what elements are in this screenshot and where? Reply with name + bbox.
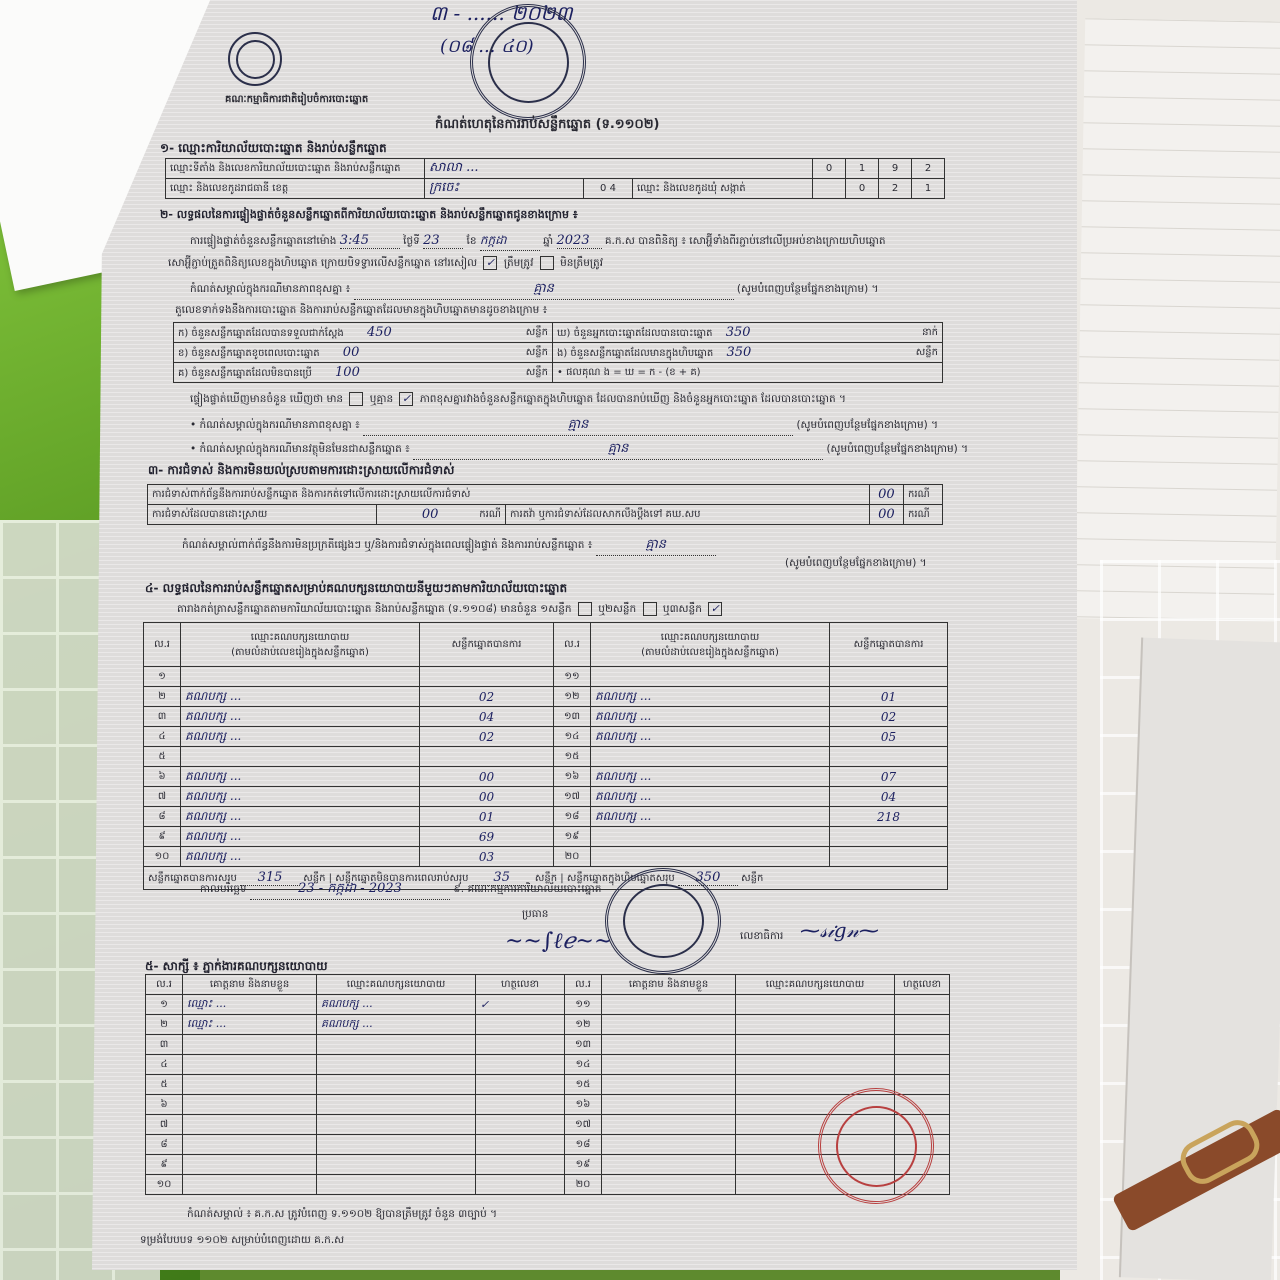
unused-label: គ) ចំនួនសន្លឹកឆ្នោតដែលមិនបានប្រើ bbox=[178, 367, 312, 379]
top-handwriting: ៣ - ​...... ២០២​៣ bbox=[430, 1, 573, 25]
col-party-title: ឈ្មោះគណបក្សនយោបាយ bbox=[660, 631, 760, 643]
province-value: ក្រចេះ bbox=[425, 179, 584, 199]
party-name bbox=[591, 667, 830, 687]
party-votes: 04 bbox=[830, 787, 948, 807]
party-votes: 218 bbox=[830, 807, 948, 827]
unit: សន្លឹក bbox=[525, 346, 548, 358]
time-tail: គ.ក.ស បានពិនិត្យ ៖ សោអ្ហ៊ីទាំងពីរភ្ជាប់នៅលើប្រអប់ខាងក្រោយហិបឆ្នោត bbox=[604, 235, 886, 247]
time-label: ការផ្ទៀងផ្ទាត់ចំនួនសន្លឹកឆ្នោតនៅម៉ោង bbox=[190, 235, 337, 247]
party-name: គណបក្ស ... bbox=[591, 807, 830, 827]
secretary-label: លេខាធិការ bbox=[740, 930, 784, 942]
party-no: ១៨ bbox=[554, 807, 591, 827]
year-value: 2023 bbox=[557, 233, 602, 249]
witness-no: ៨ bbox=[146, 1135, 183, 1155]
witness-no: ១៨ bbox=[565, 1135, 602, 1155]
witness-no: ១៣ bbox=[565, 1035, 602, 1055]
party-name: គណបក្ស ... bbox=[591, 787, 830, 807]
right-lined-paper bbox=[1075, 18, 1280, 621]
s3-note-label: កំណត់សម្គាល់ពាក់ព័ន្ធនឹងការមិនប្រក្រតីផ្សេងៗ ឬ/និងការជំទាស់ក្នុងពេលផ្ទៀងផ្ទាត់ និងការរាប់សន្លឹកឆ្នោត ៖ bbox=[182, 539, 593, 551]
table-row bbox=[144, 747, 948, 767]
witness-no: ១៧ bbox=[565, 1115, 602, 1135]
party-name: គណបក្ស ... bbox=[591, 707, 830, 727]
party-no: ១៦ bbox=[554, 767, 591, 787]
witness-party bbox=[317, 1115, 476, 1135]
note1-line bbox=[190, 416, 938, 436]
witness-no: ៩ bbox=[146, 1155, 183, 1175]
s4-subtitle-line bbox=[177, 602, 725, 618]
compare-tail: ភាពខុសគ្នារវាងចំនួនសន្លឹកឆ្នោតក្នុងហិបឆ្នោត ដែលបានរាប់ឃើញ និងចំនួនអ្នកបោះឆ្នោត ដែលបានបោះឆ្នោត ។ bbox=[419, 393, 846, 405]
figure-row-right bbox=[553, 343, 943, 363]
witness-name bbox=[183, 1055, 317, 1075]
party-no: ៥ bbox=[144, 747, 181, 767]
party-votes: 03 bbox=[420, 847, 554, 867]
section4-title: ៤- លទ្ធផលនៃការរាប់សន្លឹកឆ្នោតសម្រាប់គណបក្សនយោបាយនីមួយៗតាមការិយាល័យបោះឆ្នោត bbox=[145, 581, 568, 595]
witness-signature bbox=[476, 1135, 565, 1155]
code-cell bbox=[813, 179, 846, 199]
unit: សន្លឹក bbox=[525, 366, 548, 378]
witness-party bbox=[317, 1175, 476, 1195]
party-name: គណបក្ស ... bbox=[591, 687, 830, 707]
table-row bbox=[144, 807, 948, 827]
witness-signature: ✓ bbox=[476, 995, 565, 1015]
resolved-number: 00 bbox=[421, 507, 439, 522]
location-value: សាលា ... bbox=[425, 159, 813, 179]
voters-label: ឃ) ចំនួនអ្នកបោះឆ្នោតដែលបានបោះឆ្នោត bbox=[557, 327, 713, 339]
w-col-sign: ហត្ថលេខា bbox=[476, 975, 565, 995]
col-party-sub: (តាមលំដាប់លេខរៀងក្នុងសន្លឹកឆ្នោត) bbox=[231, 646, 369, 658]
witness-name bbox=[183, 1175, 317, 1195]
unused-value: 100 bbox=[335, 364, 360, 380]
col-votes-header: សន្លឹកឆ្នោតបានការ bbox=[420, 623, 554, 667]
unit: សន្លឹក bbox=[534, 873, 558, 884]
table-row bbox=[146, 1035, 950, 1055]
witness-no: ២០ bbox=[565, 1175, 602, 1195]
code-cell: 2 bbox=[912, 159, 945, 179]
table-row bbox=[146, 995, 950, 1015]
formula-cell: • ផលគុណ ង = ឃ = ក - (ខ + គ) bbox=[553, 363, 943, 383]
witness-no: ១២ bbox=[565, 1015, 602, 1035]
party-no: ១៧ bbox=[554, 787, 591, 807]
party-no: ១៣ bbox=[554, 707, 591, 727]
party-no: ១ bbox=[144, 667, 181, 687]
s3-note-tail: (សូមបំពេញបន្ថែមផ្នែកខាងក្រោម) ។ bbox=[785, 557, 927, 569]
party-no: ៧ bbox=[144, 787, 181, 807]
received-label: ក) ចំនួនសន្លឹកឆ្នោតដែលបានទទួលជាក់ស្តែង bbox=[178, 327, 344, 339]
code-cell: 0 bbox=[813, 159, 846, 179]
spoiled-value: 00 bbox=[342, 344, 360, 360]
section1-title: ១- ឈ្មោះការិយាល័យបោះឆ្នោត និងរាប់សន្លឹកឆ្នោត bbox=[160, 141, 387, 155]
party-votes: 02 bbox=[420, 687, 554, 707]
province-label: ឈ្មោះ និងលេខកូដរាជធានី ខេត្ត bbox=[166, 179, 425, 199]
party-votes bbox=[830, 847, 948, 867]
witness-signature bbox=[476, 1155, 565, 1175]
col-no-header: ល.រ bbox=[554, 623, 591, 667]
voters-value: 350 bbox=[725, 324, 751, 340]
form-footer: ទម្រង់បែបបទ ១១០២ សម្រាប់បំពេញដោយ គ.ក.ស bbox=[140, 1234, 345, 1246]
in-box-value: 350 bbox=[726, 344, 752, 360]
note1-value: គ្មាន bbox=[363, 416, 793, 436]
sheet2-checkbox[interactable] bbox=[643, 602, 657, 616]
witness-party bbox=[317, 1055, 476, 1075]
day-label: ថ្ងៃទី bbox=[403, 235, 420, 247]
incident-tail: (សូមបំពេញបន្ថែមផ្នែកខាងក្រោម) ។ bbox=[736, 283, 879, 295]
sheet3-checkbox[interactable]: ✓ bbox=[708, 602, 722, 616]
compare-line bbox=[190, 392, 846, 408]
footnote: កំណត់សម្គាល់ ៖ គ.ក.ស ត្រូវបំពេញ ទ.១១០២ ឱ្យបានត្រឹមត្រូវ ចំនួន ៣ច្បាប់ ។ bbox=[187, 1208, 498, 1220]
party-votes bbox=[830, 747, 948, 767]
w-col-name: គោត្តនាម និងនាមខ្លួន bbox=[183, 975, 317, 995]
witness-signature bbox=[895, 1055, 950, 1075]
figure-row-right bbox=[553, 323, 943, 343]
box-total-value: 350 bbox=[678, 870, 738, 886]
witness-signature bbox=[476, 1035, 565, 1055]
party-name: គណបក្ស ... bbox=[181, 687, 420, 707]
witness-name bbox=[602, 1015, 736, 1035]
witness-name: ឈ្មោះ ... bbox=[183, 1015, 317, 1035]
compare-label: ផ្ទៀងផ្ទាត់ឃើញមានចំនួន ឃើញថា មាន bbox=[190, 393, 344, 405]
party-no: ១៤ bbox=[554, 727, 591, 747]
table-row bbox=[144, 707, 948, 727]
note2-tail: (សូមបំពេញបន្ថែមផ្នែកខាងក្រោម) ។ bbox=[826, 443, 968, 455]
unit: សន្លឹក bbox=[303, 873, 326, 884]
witness-name bbox=[602, 1035, 736, 1055]
col-party-header bbox=[591, 623, 830, 667]
invalid-label: សន្លឹកឆ្នោតមិនបានការពេលរាប់សរុប bbox=[335, 873, 469, 884]
witness-signature bbox=[476, 1175, 565, 1195]
witness-name bbox=[183, 1135, 317, 1155]
form-title: កំណត់ហេតុនៃការរាប់សន្លឹកឆ្នោត (ទ.១១០២) bbox=[435, 117, 660, 132]
party-votes: 69 bbox=[420, 827, 554, 847]
date-label: កាលបរិច្ឆេទ bbox=[200, 883, 247, 895]
committee-name: គណៈកម្មាធិការជាតិរៀបចំការបោះឆ្នោត bbox=[225, 94, 369, 105]
witness-party bbox=[736, 995, 895, 1015]
party-name: គណបក្ស ... bbox=[181, 767, 420, 787]
objection-value: 00 bbox=[869, 485, 903, 505]
col-votes-header: សន្លឹកឆ្នោតបានការ bbox=[830, 623, 948, 667]
secretary-signature: ⁓𝓈𝒾𝑔𝓃⁓ bbox=[800, 918, 879, 942]
party-no: ២០ bbox=[554, 847, 591, 867]
witness-signature bbox=[476, 1055, 565, 1075]
witness-no: ១៩ bbox=[565, 1155, 602, 1175]
party-name: គណបក្ស ... bbox=[181, 807, 420, 827]
seal-wrong-label: មិនត្រឹមត្រូវ bbox=[560, 257, 604, 269]
unit: សន្លឹក bbox=[741, 873, 764, 884]
date-line bbox=[200, 880, 601, 900]
table-row bbox=[144, 787, 948, 807]
s3-note-line bbox=[182, 536, 716, 556]
witness-no: ១ bbox=[146, 995, 183, 1015]
witness-party: គណបក្ស ... bbox=[317, 1015, 476, 1035]
section3-title: ៣- ការជំទាស់ និងការមិនយល់ស្របតាមការដោះស្រាយលើការជំទាស់ bbox=[148, 463, 455, 477]
col-party-title: ឈ្មោះគណបក្សនយោបាយ bbox=[250, 631, 350, 643]
party-no: ១០ bbox=[144, 847, 181, 867]
unit: ករណី bbox=[904, 505, 943, 525]
appeal-label: ការតវ៉ា ឬការជំទាស់ដែលសាកលឹងប្តឹងទៅ គឃ.សប bbox=[506, 505, 870, 525]
witness-party bbox=[317, 1155, 476, 1175]
party-no: ១២ bbox=[554, 687, 591, 707]
province-code: 0 4 bbox=[584, 179, 633, 199]
total-value: 315 bbox=[240, 870, 300, 886]
witness-no: ៥ bbox=[146, 1075, 183, 1095]
objection-label: ការជំទាស់ពាក់ព័ន្ធនឹងការរាប់សន្លឹកឆ្នោត និងការកត់ទៅលើការដោះស្រាយលើការជំទាស់ bbox=[148, 485, 870, 505]
witness-name bbox=[602, 1175, 736, 1195]
party-name bbox=[591, 847, 830, 867]
witness-name bbox=[602, 1115, 736, 1135]
seal-correct-label: ត្រឹមត្រូវ bbox=[503, 257, 534, 269]
figures-table bbox=[173, 322, 943, 383]
w-col-name: គោត្តនាម និងនាមខ្លួន bbox=[602, 975, 736, 995]
party-name: គណបក្ស ... bbox=[591, 727, 830, 747]
party-no: ១១ bbox=[554, 667, 591, 687]
witness-no: ១៦ bbox=[565, 1095, 602, 1115]
day-value: 23 bbox=[423, 233, 463, 249]
party-name: គណបក្ស ... bbox=[181, 827, 420, 847]
table-row bbox=[144, 847, 948, 867]
incident-line bbox=[190, 280, 878, 300]
witness-party bbox=[317, 1095, 476, 1115]
date-value: 23 - កក្កដា - 2023 bbox=[250, 880, 450, 900]
figure-row-left bbox=[174, 323, 553, 343]
compare-no-checkbox[interactable]: ✓ bbox=[399, 392, 413, 406]
note2-value: គ្មាន bbox=[413, 440, 823, 460]
party-name bbox=[181, 667, 420, 687]
party-name: គណបក្ស ... bbox=[591, 767, 830, 787]
party-name: គណបក្ស ... bbox=[181, 847, 420, 867]
party-no: ១៥ bbox=[554, 747, 591, 767]
witness-name bbox=[602, 1135, 736, 1155]
witness-no: ២ bbox=[146, 1015, 183, 1035]
table-row bbox=[144, 827, 948, 847]
code-cell: 2 bbox=[879, 179, 912, 199]
table-row bbox=[144, 727, 948, 747]
section2-title: ២- លទ្ធផលនៃការផ្ទៀងផ្ទាត់ចំនួនសន្លឹកឆ្នោតពីការិយាល័យបោះឆ្នោត និងរាប់សន្លឹកឆ្នោតជូនខាងក្រោម ៖ bbox=[160, 208, 578, 221]
committee-seal bbox=[605, 868, 721, 974]
w-col-no: ល.រ bbox=[565, 975, 602, 995]
witness-name bbox=[183, 1155, 317, 1175]
party-no: ៩ bbox=[144, 827, 181, 847]
commune-label: ឈ្មោះ និងលេខកូដឃុំ សង្កាត់ bbox=[633, 179, 813, 199]
witness-signature bbox=[895, 1075, 950, 1095]
sheet1-checkbox[interactable] bbox=[578, 602, 592, 616]
witness-no: ៣ bbox=[146, 1035, 183, 1055]
seal-line bbox=[168, 256, 603, 272]
w-col-no: ល.រ bbox=[146, 975, 183, 995]
witness-name bbox=[602, 1095, 736, 1115]
witness-name bbox=[183, 1075, 317, 1095]
w-col-party: ឈ្មោះគណបក្សនយោបាយ bbox=[317, 975, 476, 995]
witness-party: គណបក្ស ... bbox=[317, 995, 476, 1015]
witness-party bbox=[736, 1035, 895, 1055]
month-value: កក្កដា bbox=[480, 232, 540, 251]
compare-yes-checkbox[interactable] bbox=[349, 392, 363, 406]
section5-title: ៥- សាក្សី ៖ ភ្នាក់ងារគណបក្សនយោបាយ bbox=[145, 959, 328, 973]
results-table bbox=[143, 622, 948, 890]
unit: នាក់ bbox=[922, 326, 938, 338]
party-votes: 01 bbox=[420, 807, 554, 827]
witness-signature bbox=[476, 1075, 565, 1095]
witness-name bbox=[602, 995, 736, 1015]
party-votes: 00 bbox=[420, 787, 554, 807]
sheet3-label: ឬ៣សន្លឹក bbox=[662, 603, 702, 615]
witness-no: ៦ bbox=[146, 1095, 183, 1115]
party-votes bbox=[420, 747, 554, 767]
party-votes: 05 bbox=[830, 727, 948, 747]
witness-name bbox=[602, 1155, 736, 1175]
w-col-sign: ហត្ថលេខា bbox=[895, 975, 950, 995]
s4-subtitle: តារាងកត់ត្រាសន្លឹកឆ្នោតតាមការិយាល័យបោះឆ្នោត និងរាប់សន្លឹកឆ្នោត (ទ.១១០៨) មានចំនួន ១សន្លឹក bbox=[177, 603, 572, 615]
results-body bbox=[144, 667, 948, 867]
spoiled-label: ខ) ចំនួនសន្លឹកឆ្នោតខូចពេលបោះឆ្នោត bbox=[178, 347, 320, 359]
col-no-header: ល.រ bbox=[144, 623, 181, 667]
witness-name bbox=[602, 1075, 736, 1095]
witness-signature bbox=[476, 1115, 565, 1135]
time-line bbox=[190, 232, 885, 251]
col-party-sub: (តាមលំដាប់លេខរៀងក្នុងសន្លឹកឆ្នោត) bbox=[641, 646, 779, 658]
resolved-label: ការជំទាស់ដែលបានដោះស្រាយ bbox=[148, 505, 377, 525]
top-seal bbox=[470, 4, 586, 120]
unit: សន្លឹក bbox=[915, 346, 938, 358]
section1-table bbox=[165, 158, 945, 199]
table-row bbox=[146, 1075, 950, 1095]
table-row bbox=[144, 667, 948, 687]
witness-no: ១៥ bbox=[565, 1075, 602, 1095]
note1-tail: (សូមបំពេញបន្ថែមផ្នែកខាងក្រោម) ។ bbox=[796, 419, 939, 431]
unit: ករណី bbox=[904, 485, 943, 505]
table-row bbox=[146, 1055, 950, 1075]
seal-label: សោអ្ហ៊ីភ្ជាប់ត្រួតពិនិត្យលេខក្នុងហិបឆ្នោត ក្រោយបិទទ្វារលើសន្លឹកឆ្នោត នៅរសៀល bbox=[168, 257, 478, 269]
witness-party bbox=[317, 1135, 476, 1155]
chair-signature: ~~∫ℓℯ~~ bbox=[505, 929, 613, 954]
party-votes bbox=[830, 667, 948, 687]
appeal-value: 00 bbox=[869, 505, 903, 525]
witness-name: ឈ្មោះ ... bbox=[183, 995, 317, 1015]
invalid-value: 35 bbox=[472, 870, 532, 886]
resolved-value bbox=[377, 505, 506, 525]
w-col-party: ឈ្មោះគណបក្សនយោបាយ bbox=[736, 975, 895, 995]
table-row bbox=[146, 1015, 950, 1035]
party-name bbox=[181, 747, 420, 767]
witness-name bbox=[602, 1055, 736, 1075]
witness-name bbox=[183, 1095, 317, 1115]
incident-label: កំណត់សម្គាល់ក្នុងករណីមានភាពខុសគ្នា ៖ bbox=[190, 283, 351, 295]
seal-correct-checkbox[interactable]: ✓ bbox=[483, 256, 497, 270]
compare-mid: ឬគ្មាន bbox=[369, 393, 394, 405]
incident-value: គ្មាន bbox=[354, 280, 734, 300]
witness-signature bbox=[476, 1095, 565, 1115]
witness-no: ១១ bbox=[565, 995, 602, 1015]
in-box-label: ង) ចំនួនសន្លឹកឆ្នោតដែលមានក្នុងហិបឆ្នោត bbox=[557, 347, 714, 359]
figure-row-left bbox=[174, 363, 553, 383]
note2-label: • កំណត់សម្គាល់ក្នុងករណីមានវត្ថុមិនមែនជាសន្លឹកឆ្នោត ៖ bbox=[190, 443, 410, 455]
party-votes: 02 bbox=[830, 707, 948, 727]
top-handwriting-2: (០៨​ ... ​៤០) bbox=[440, 36, 534, 57]
time-value: 3:45 bbox=[340, 233, 400, 249]
red-stamp bbox=[818, 1088, 934, 1204]
witness-name bbox=[183, 1035, 317, 1055]
totals-row: សន្លឹកឆ្នោតបានការសរុប 315 សន្លឹក | សន្លឹកឆ្នោតមិនបានការពេលរាប់សរុប 35 សន្លឹក | សន្លឹកឆ្នោតក្នុងហិបឆ្នោតសរុប 350 សន្លឹក bbox=[144, 867, 948, 890]
witness-signature bbox=[476, 1015, 565, 1035]
party-votes: 07 bbox=[830, 767, 948, 787]
note1-label: • កំណត់សម្គាល់ក្នុងករណីមានភាពខុសគ្នា ៖ bbox=[190, 419, 360, 431]
party-no: ១៩ bbox=[554, 827, 591, 847]
witness-party bbox=[736, 1015, 895, 1035]
witness-signature bbox=[895, 1015, 950, 1035]
party-name bbox=[591, 827, 830, 847]
party-votes: 00 bbox=[420, 767, 554, 787]
box-total-label: សន្លឹកឆ្នោតក្នុងហិបឆ្នោតសរុប bbox=[566, 873, 675, 884]
objection-table bbox=[147, 484, 943, 525]
party-no: ៤ bbox=[144, 727, 181, 747]
committee-label: ៩. គណៈកម្មការការិយាល័យបោះឆ្នោត bbox=[453, 883, 602, 895]
code-cell: 1 bbox=[846, 159, 879, 179]
party-votes: 02 bbox=[420, 727, 554, 747]
total-label: សន្លឹកឆ្នោតបានការសរុប bbox=[148, 873, 237, 884]
note2-line bbox=[190, 440, 968, 460]
nec-logo-icon bbox=[228, 32, 282, 86]
witness-no: ៤ bbox=[146, 1055, 183, 1075]
table-row bbox=[144, 767, 948, 787]
code-cell: 9 bbox=[879, 159, 912, 179]
s3-note-value: គ្មាន bbox=[596, 536, 716, 556]
party-votes bbox=[420, 667, 554, 687]
witness-party bbox=[317, 1075, 476, 1095]
seal-wrong-checkbox[interactable] bbox=[540, 256, 554, 270]
table-row bbox=[144, 687, 948, 707]
party-votes: 01 bbox=[830, 687, 948, 707]
party-no: ៣ bbox=[144, 707, 181, 727]
year-label: ឆ្នាំ bbox=[543, 235, 554, 247]
party-name: គណបក្ស ... bbox=[181, 787, 420, 807]
party-no: ២ bbox=[144, 687, 181, 707]
code-cell: 0 bbox=[846, 179, 879, 199]
chair-label: ប្រធាន bbox=[522, 908, 549, 920]
unit: សន្លឹក bbox=[525, 326, 548, 338]
party-name: គណបក្ស ... bbox=[181, 707, 420, 727]
witness-signature bbox=[895, 995, 950, 1015]
witness-name bbox=[183, 1115, 317, 1135]
figures-subtitle: តួលេខទាក់ទងនឹងការបោះឆ្នោត និងការរាប់សន្លឹកឆ្នោតដែលមានក្នុងហិបឆ្នោតមានដូចខាងក្រោម ៖ bbox=[175, 304, 548, 316]
party-name: គណបក្ស ... bbox=[181, 727, 420, 747]
witness-signature bbox=[895, 1035, 950, 1055]
party-no: ៨ bbox=[144, 807, 181, 827]
witness-no: ៧ bbox=[146, 1115, 183, 1135]
code-cell: 1 bbox=[912, 179, 945, 199]
party-name bbox=[591, 747, 830, 767]
witness-no: ១៤ bbox=[565, 1055, 602, 1075]
figure-row-left bbox=[174, 343, 553, 363]
col-party-header bbox=[181, 623, 420, 667]
sheet2-label: ឬ២សន្លឹក bbox=[598, 603, 637, 615]
witness-party bbox=[736, 1055, 895, 1075]
witness-no: ១០ bbox=[146, 1175, 183, 1195]
unit: ករណី bbox=[479, 509, 501, 520]
party-votes: 04 bbox=[420, 707, 554, 727]
received-value: 450 bbox=[366, 324, 392, 340]
location-label: ឈ្មោះទីតាំង និងលេខការិយាល័យបោះឆ្នោត និងរាប់សន្លឹកឆ្នោត bbox=[166, 159, 425, 179]
party-no: ៦ bbox=[144, 767, 181, 787]
witness-party bbox=[317, 1035, 476, 1055]
month-label: ខែ bbox=[466, 235, 477, 247]
party-votes bbox=[830, 827, 948, 847]
